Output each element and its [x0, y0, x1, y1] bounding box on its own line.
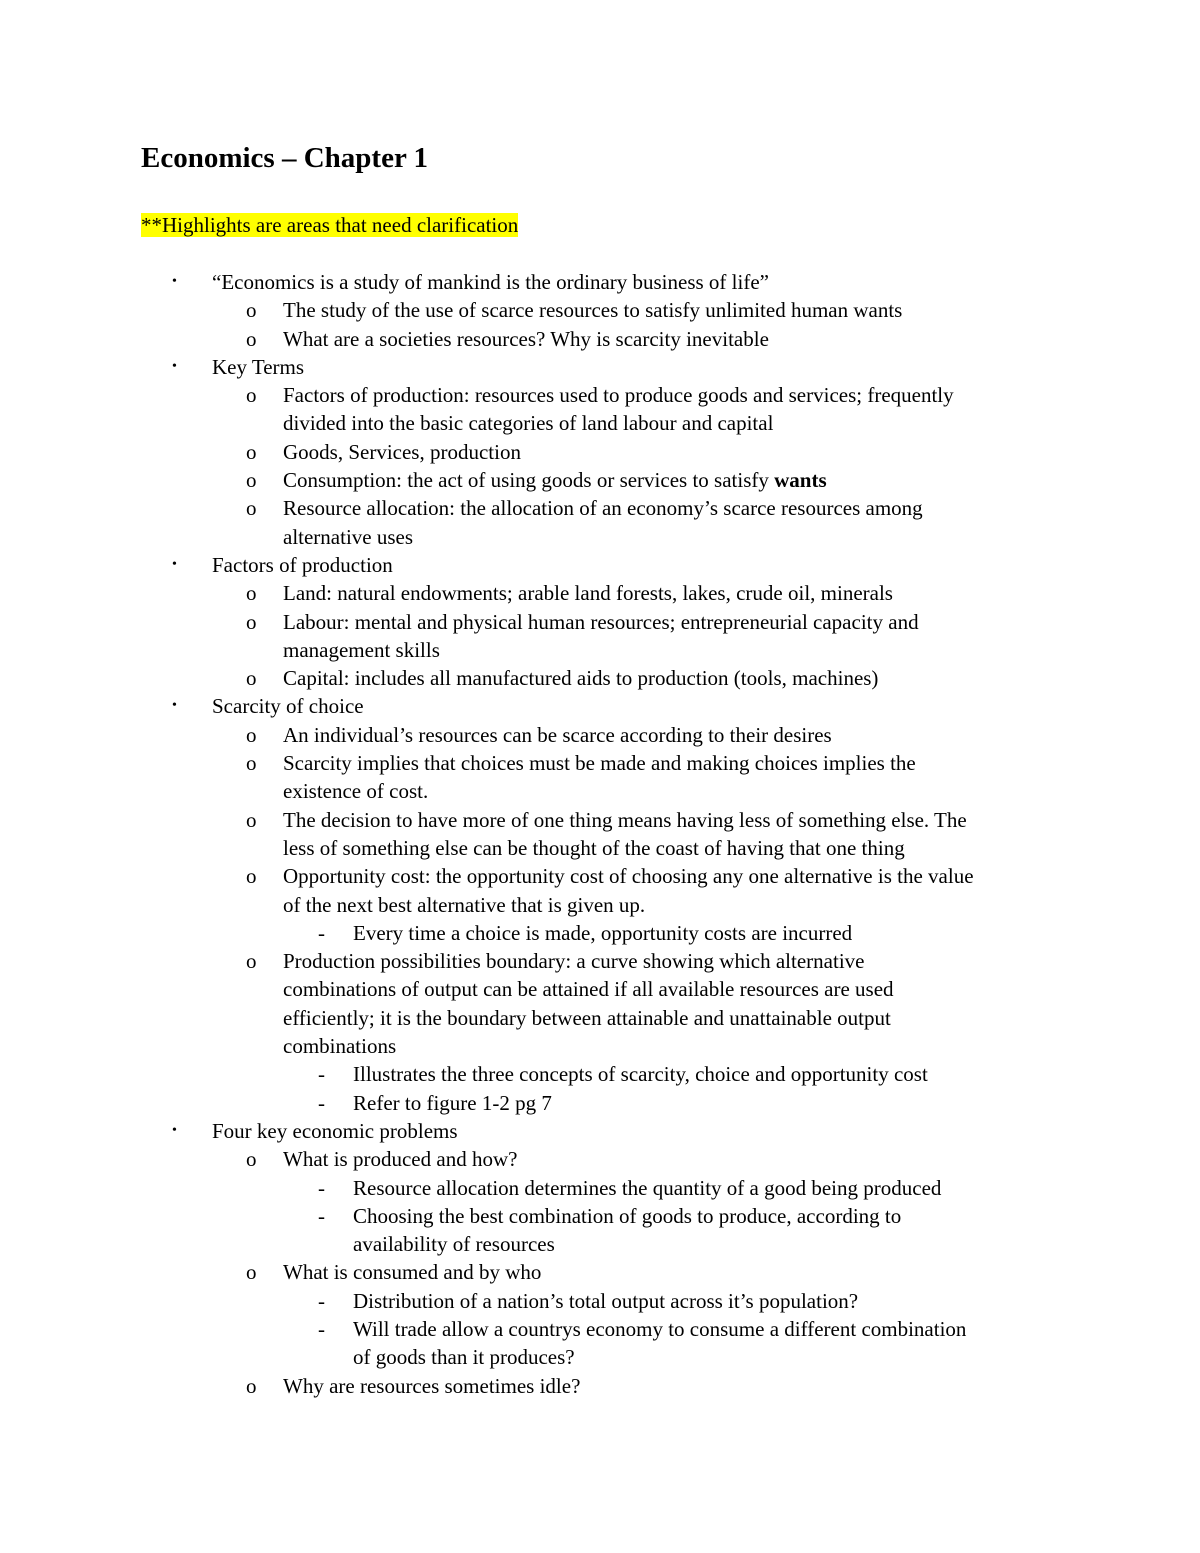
- sub-text: of the next best alternative that is given up.: [283, 892, 646, 917]
- sub-text: existence of cost.: [283, 779, 429, 804]
- bullet-text: Four key economic problems: [212, 1118, 458, 1143]
- bullet-item: [0, 1117, 1200, 1145]
- sub-item: [0, 1145, 1200, 1173]
- sub-text: Why are resources sometimes idle?: [283, 1373, 581, 1398]
- page-title: Economics – Chapter 1: [141, 142, 429, 174]
- sub-text: Resource allocation: the allocation of an economy’s scarce resources among: [283, 496, 923, 521]
- sub-text: [283, 466, 827, 494]
- sub-item: [0, 1258, 1200, 1286]
- bullet-marker: •: [172, 274, 177, 289]
- dash-text: Will trade allow a countrys economy to consume a different combination: [353, 1316, 967, 1341]
- sub-marker: o: [246, 298, 257, 323]
- dash-text: of goods than it produces?: [353, 1345, 575, 1370]
- sub-text: management skills: [283, 637, 440, 662]
- bullet-text: Key Terms: [212, 354, 305, 379]
- dash-marker: -: [318, 1203, 325, 1228]
- dash-marker: -: [318, 1062, 325, 1087]
- dash-text: availability of resources: [353, 1232, 555, 1257]
- sub-item: [0, 381, 1200, 409]
- sub-text: The study of the use of scarce resources to satisfy unlimited human wants: [283, 298, 903, 323]
- sub-item: [0, 325, 1200, 353]
- bullet-item: [0, 353, 1200, 381]
- sub-marker: o: [246, 496, 257, 521]
- dash-text: Distribution of a nation’s total output across it’s population?: [353, 1288, 859, 1313]
- sub-marker: o: [246, 722, 257, 747]
- dash-item: [0, 1089, 1200, 1117]
- dash-text: Illustrates the three concepts of scarcity, choice and opportunity cost: [353, 1062, 928, 1087]
- dash-marker: -: [318, 1288, 325, 1313]
- sub-marker: o: [246, 1373, 257, 1398]
- dash-item: [0, 1287, 1200, 1315]
- sub-item-continued: [0, 834, 1200, 862]
- bullet-item: [0, 551, 1200, 579]
- sub-item: [0, 1372, 1200, 1400]
- sub-marker: o: [246, 581, 257, 606]
- sub-marker: o: [246, 1147, 257, 1172]
- sub-item-continued: [0, 523, 1200, 551]
- notes-outline: [0, 268, 1200, 1400]
- sub-item: [0, 466, 1200, 494]
- sub-item-continued: [0, 1032, 1200, 1060]
- dash-item-continued: [0, 1343, 1200, 1371]
- highlighted-text: **Highlights are areas that need clarification: [141, 213, 519, 237]
- highlight-note: [141, 211, 518, 239]
- dash-marker: -: [318, 1316, 325, 1341]
- sub-text: Scarcity implies that choices must be made and making choices implies the: [283, 751, 916, 776]
- sub-item: [0, 579, 1200, 607]
- sub-item-continued: [0, 1004, 1200, 1032]
- sub-item: [0, 664, 1200, 692]
- sub-item-continued: [0, 777, 1200, 805]
- dash-item: [0, 919, 1200, 947]
- sub-text: Factors of production: resources used to produce goods and services; frequently: [283, 383, 954, 408]
- sub-marker: o: [246, 439, 257, 464]
- sub-item-continued: [0, 975, 1200, 1003]
- sub-item-continued: [0, 636, 1200, 664]
- sub-text: Labour: mental and physical human resources; entrepreneurial capacity and: [283, 609, 919, 634]
- dash-item: [0, 1174, 1200, 1202]
- sub-text: Capital: includes all manufactured aids to production (tools, machines): [283, 666, 879, 691]
- dash-marker: -: [318, 920, 325, 945]
- sub-marker: o: [246, 807, 257, 832]
- bullet-item: [0, 692, 1200, 720]
- sub-text: alternative uses: [283, 524, 414, 549]
- sub-text: Land: natural endowments; arable land forests, lakes, crude oil, minerals: [283, 581, 893, 606]
- sub-text: combinations of output can be attained if all available resources are used: [283, 977, 894, 1002]
- sub-marker: o: [246, 949, 257, 974]
- bullet-marker: •: [172, 1122, 177, 1138]
- sub-marker: o: [246, 1260, 257, 1285]
- sub-marker: o: [246, 751, 257, 776]
- bullet-text: Factors of production: [212, 552, 393, 577]
- bullet-marker: •: [172, 556, 177, 572]
- sub-item-continued: [0, 409, 1200, 437]
- sub-text: Production possibilities boundary: a curve showing which alternative: [283, 949, 865, 974]
- sub-text: The decision to have more of one thing means having less of something else. The: [283, 807, 967, 832]
- sub-marker: o: [246, 326, 257, 351]
- sub-text: Goods, Services, production: [283, 439, 521, 464]
- sub-item-continued: [0, 891, 1200, 919]
- dash-marker: -: [318, 1090, 325, 1115]
- dash-marker: -: [318, 1175, 325, 1200]
- sub-text: divided into the basic categories of land labour and capital: [283, 411, 774, 436]
- sub-text: An individual’s resources can be scarce according to their desires: [283, 722, 832, 747]
- dash-text: Every time a choice is made, opportunity costs are incurred: [353, 920, 853, 945]
- dash-text: Resource allocation determines the quantity of a good being produced: [353, 1175, 942, 1200]
- bullet-text: Scarcity of choice: [212, 694, 364, 719]
- bullet-text: “Economics is a study of mankind is the ordinary business of life”: [212, 270, 769, 294]
- dash-item: [0, 1315, 1200, 1343]
- sub-text: What is consumed and by who: [283, 1260, 542, 1285]
- sub-text: Opportunity cost: the opportunity cost of choosing any one alternative is the value: [283, 864, 974, 889]
- consumption-text: Consumption: the act of using goods or services to satisfy: [283, 468, 769, 493]
- sub-item: [0, 947, 1200, 975]
- sub-marker: o: [246, 468, 257, 493]
- sub-text: What are a societies resources? Why is scarcity inevitable: [283, 326, 769, 351]
- sub-text: What is produced and how?: [283, 1147, 518, 1172]
- sub-item: [0, 749, 1200, 777]
- bold-wants: wants: [774, 468, 827, 493]
- dash-text: Choosing the best combination of goods to produce, according to: [353, 1203, 902, 1228]
- dash-item: [0, 1060, 1200, 1088]
- sub-item: [0, 608, 1200, 636]
- sub-item: [0, 721, 1200, 749]
- dash-text: Refer to figure 1-2 pg 7: [353, 1090, 552, 1115]
- sub-item: [0, 296, 1200, 324]
- sub-marker: o: [246, 609, 257, 634]
- sub-item: [0, 806, 1200, 834]
- sub-text: combinations: [283, 1034, 397, 1059]
- bullet-item: [0, 268, 1200, 296]
- sub-item: [0, 494, 1200, 522]
- sub-text: efficiently; it is the boundary between attainable and unattainable output: [283, 1005, 891, 1030]
- dash-item-continued: [0, 1230, 1200, 1258]
- bullet-marker: •: [172, 698, 177, 714]
- bullet-marker: •: [172, 358, 177, 374]
- sub-marker: o: [246, 666, 257, 691]
- dash-item: [0, 1202, 1200, 1230]
- sub-marker: o: [246, 864, 257, 889]
- sub-text: less of something else can be thought of the coast of having that one thing: [283, 835, 905, 860]
- sub-item: [0, 862, 1200, 890]
- sub-item: [0, 438, 1200, 466]
- sub-marker: o: [246, 383, 257, 408]
